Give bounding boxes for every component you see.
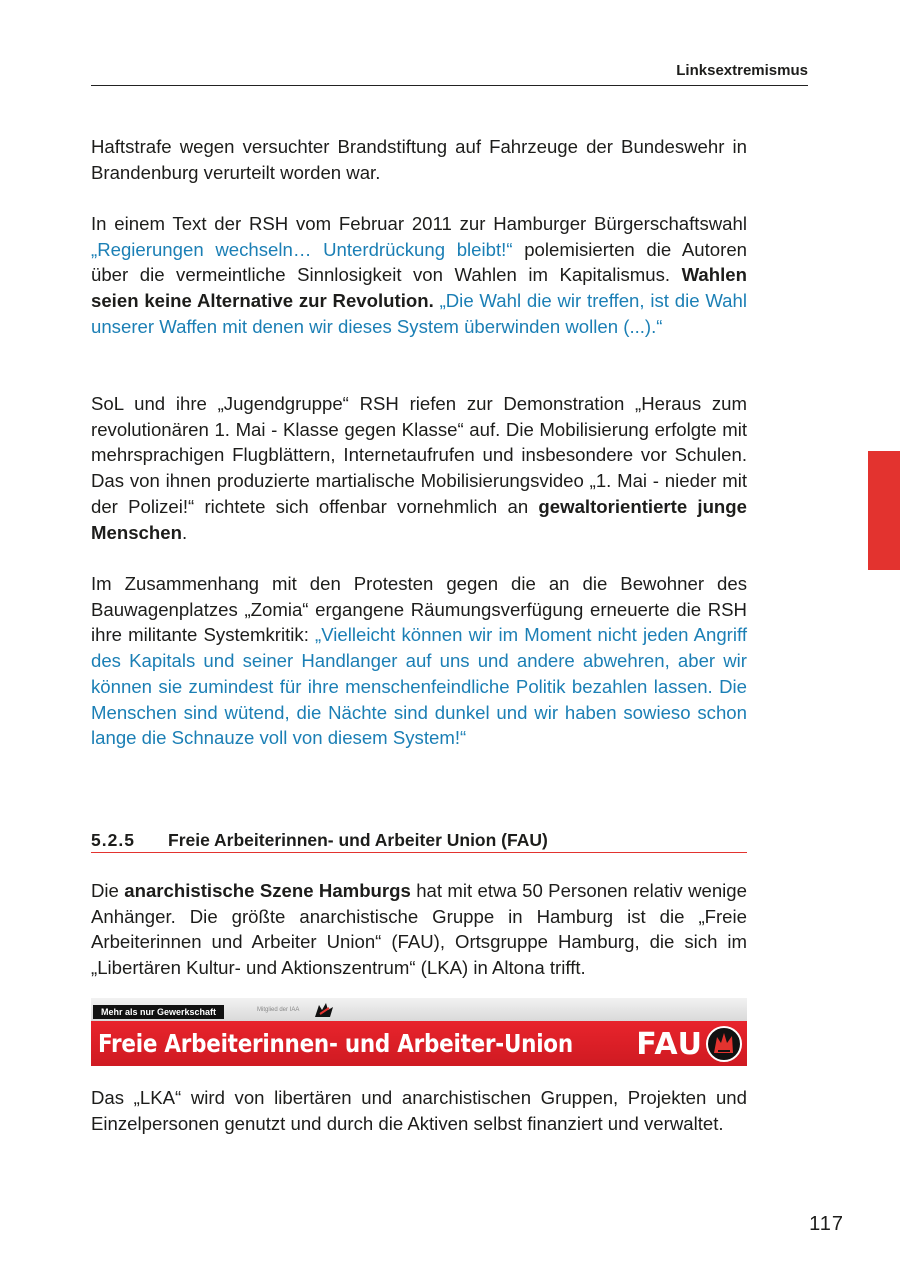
banner-title: Freie Arbeiterinnen- und Arbeiter-Union: [98, 1029, 573, 1058]
page-number: 117: [809, 1213, 844, 1235]
paragraph-6-text: Das „LKA“ wird von libertären und anarchistischen Gruppen, Projekten und Einzelpersonen genutzt und durch die Aktiven selbst finanziert und verwaltet.: [91, 1087, 747, 1134]
section-heading: [91, 828, 747, 853]
banner-red-strip: [91, 1021, 747, 1066]
paragraph-2-intro: In einem Text der RSH vom Februar 2011 zur Hamburger Bürgerschaftswahl: [91, 213, 747, 234]
paragraph-4-intro: Im Zusammenhang mit den Protesten gegen die an die Bewohner des Bauwagenplatzes „Zomia“ ergangene Räumungsverfügung erneuerte die RSH ihre militante Systemkritik:: [91, 573, 747, 646]
black-cat-logo-icon: [705, 1025, 743, 1063]
paragraph-2-mid: polemisierten die Autoren über die vermeintliche Sinnlosigkeit von Wahlen im Kapitalismus.: [91, 238, 747, 286]
banner-top-strip: [91, 998, 747, 1021]
paragraph-3-text: SoL und ihre „Jugendgruppe“ RSH riefen zur Demonstration „Heraus zum revolutionären 1. Mai - Klasse gegen Klasse“ auf. Die Mobilisierung erfolgte mit mehrsprachigen Flugblättern, Internetaufrufen und insbesondere vor Schulen. Das von ihnen produzierte martialische Mobilisierungsvideo „1. Mai - nieder mit der Polizei!“ richtete sich offenbar vornehmlich an: [91, 393, 747, 517]
paragraph-5: [91, 878, 747, 981]
paragraph-5-rest: hat mit etwa 50 Personen relativ wenige Anhänger. Die größte anarchistische Gruppe in Hamburg ist die „Freie Arbeiterinnen und Arbeiter Union“ (FAU), Ortsgruppe Hamburg, die sich im „Libertären Kultur- und Aktionszentrum“ (LKA) in Altona trifft.: [91, 880, 747, 979]
paragraph-3: [91, 391, 747, 545]
paragraph-4: [91, 571, 747, 751]
paragraph-2: [91, 211, 747, 340]
black-cat-small-icon: [313, 1001, 335, 1019]
paragraph-1: [91, 134, 747, 185]
section-title: Freie Arbeiterinnen- und Arbeiter Union (FAU): [168, 830, 548, 850]
banner-member-text: Mitglied der IAA: [257, 1007, 300, 1013]
paragraph-6: [91, 1085, 747, 1136]
section-number: 5.2.5: [91, 830, 135, 850]
page-header-title: Linksextremismus: [676, 62, 808, 79]
paragraph-3-bold: gewaltorientierte junge Menschen: [91, 495, 747, 543]
paragraph-5-bold: anarchistische Szene Hamburgs: [124, 880, 411, 901]
quote-zomia: „Vielleicht können wir im Moment nicht jeden Angriff des Kapitals und seiner Handlanger auf uns und andere abwehren, aber wir können sie zumindest für ihre menschenfeindliche Politik bezahlen lassen. Die Menschen sind wütend, die Nächte sind dunkel und wir haben sowieso schon lange die Schnauze voll von diesem System!“: [91, 624, 747, 749]
banner-tagline: Mehr als nur Gewerkschaft: [93, 1005, 224, 1019]
fau-logo-text: FAU: [636, 1027, 703, 1062]
paragraph-5-intro: Die: [91, 880, 125, 901]
paragraph-2-bold: Wahlen seien keine Alternative zur Revolution.: [91, 264, 747, 312]
quote-wahl: „Die Wahl die wir treffen, ist die Wahl unserer Waffen mit denen wir dieses System überwinden wollen (...).“: [91, 290, 747, 337]
paragraph-3-end: .: [181, 521, 188, 543]
chapter-side-tab: [868, 451, 900, 570]
quote-regierungen: „Regierungen wechseln… Unterdrückung bleibt!“: [91, 238, 513, 260]
fau-banner: [91, 998, 747, 1066]
paragraph-1-text: Haftstrafe wegen versuchter Brandstiftung auf Fahrzeuge der Bundeswehr in Brandenburg verurteilt worden war.: [91, 136, 747, 183]
header-rule: [91, 85, 808, 86]
